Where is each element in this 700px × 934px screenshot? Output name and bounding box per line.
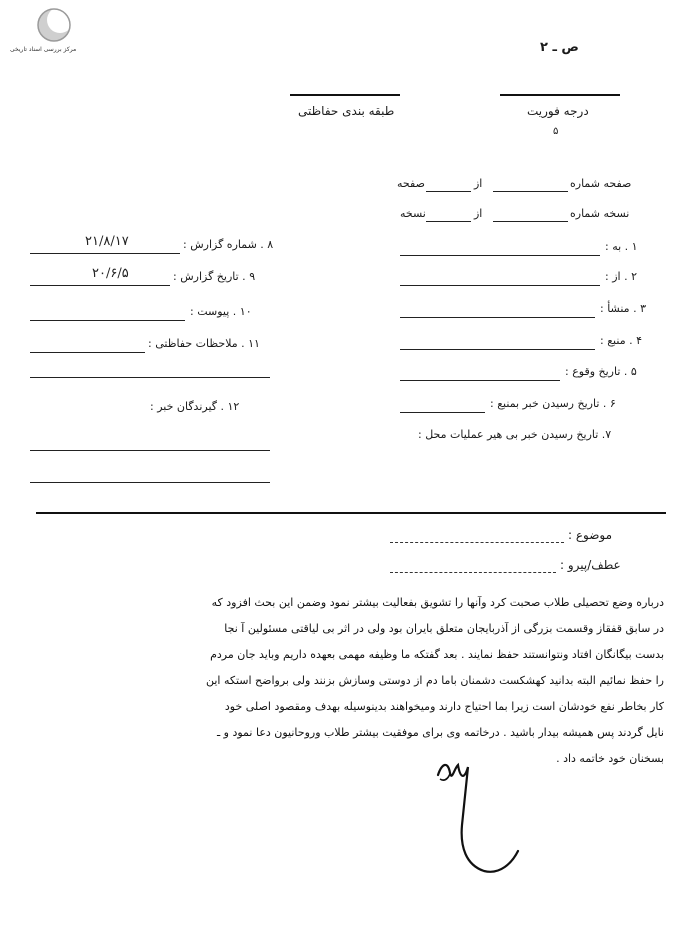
section-divider [36, 512, 666, 514]
field-event-date-line [400, 380, 560, 381]
field-source-received-label: ۶ . تاریخ رسیدن خبر بمنبع : [490, 397, 616, 410]
copy-number-line-1 [493, 221, 568, 222]
field-source-line [400, 349, 595, 350]
body-line-1: درباره وضع تحصیلی طلاب صحبت کرد وآنها را تشویق بفعالیت بیشتر نمود وضمن این بحث افزود که [211, 596, 664, 609]
recipients-label: ۱۲ . گیرندگان خبر : [150, 400, 240, 413]
page-number-label: صفحه شماره [570, 177, 632, 190]
copy-number-label: نسخه شماره [570, 207, 630, 220]
classification-line [290, 94, 400, 96]
report-date-label: ۹ . تاریخ گزارش : [173, 270, 256, 283]
attachment-line [30, 320, 185, 321]
copy-number-end: نسخه [400, 207, 426, 220]
field-event-date-label: ۵ . تاریخ وقوع : [565, 365, 637, 378]
subject-label: موضوع : [568, 528, 613, 542]
logo-caption: مرکز بررسی اسناد تاریخی [10, 46, 77, 53]
field-source-label: ۴ . منبع : [600, 334, 642, 347]
urgency-value: ۵ [553, 126, 559, 137]
security-notes-label: ۱۱ . ملاحظات حفاظتی : [148, 337, 260, 350]
blank-line-3 [30, 482, 270, 483]
handwritten-signature [420, 755, 540, 895]
page-number-mid: از [474, 177, 483, 190]
field-origin-line [400, 317, 595, 318]
attachment-label: ۱۰ . پیوست : [190, 305, 252, 318]
body-line-7: بسخنان خود خاتمه داد . [556, 752, 664, 765]
classification-label: طبقه بندی حفاظتی [298, 104, 395, 118]
body-line-3: بدست بیگانگان افتاد ونتوانستند حفظ نمایند . بعد گفتکه ما وظیفه مهمی بعهده داریم وباید جان مردم [210, 648, 664, 661]
body-line-5: کار بخاطر نفع خودشان است زیرا بما احتیاج دارند ومیخواهند بدینوسیله بهدف ومقصود اصلی خود [224, 700, 664, 713]
field-from-line [400, 285, 600, 286]
body-line-6: نایل گردند پس همیشه بیدار باشید . درخاتمه وی برای موفقیت بیشتر طلاب وروحانیون دعا نمود و ـ [216, 726, 664, 739]
form-code: ص ـ ۲ [540, 40, 579, 55]
field-to-label: ۱ . به : [605, 240, 638, 253]
report-number-label: ۸ . شماره گزارش : [183, 238, 274, 251]
page-number-line-2 [426, 191, 471, 192]
page-number-line-1 [493, 191, 568, 192]
blank-line-2 [30, 450, 270, 451]
reference-label: عطف/پیرو : [560, 558, 621, 572]
field-source-received-line [400, 412, 485, 413]
field-from-label: ۲ . از : [605, 270, 637, 283]
copy-number-line-2 [426, 221, 471, 222]
body-line-2: در سابق قفقاز وقسمت بزرگی از آذربایجان متعلق بایران بود ولی در اثر بی لیاقتی مسئولین آ نجا [224, 622, 664, 635]
urgency-line [500, 94, 620, 96]
crescent-logo-icon [34, 6, 74, 44]
report-date-value: ۲۰/۶/۵ [92, 266, 129, 281]
archive-logo [10, 6, 120, 58]
report-number-value: ۲۱/۸/۱۷ [85, 234, 129, 249]
field-origin-label: ۳ . منشأ : [600, 302, 646, 315]
blank-line-1 [30, 377, 270, 378]
field-to-line [400, 255, 600, 256]
report-date-line [30, 285, 170, 286]
report-number-line [30, 253, 180, 254]
page-number-end: صفحه [397, 177, 425, 190]
urgency-label: درجه فوریت [527, 104, 589, 118]
copy-number-mid: از [474, 207, 483, 220]
body-line-4: را حفظ نمائیم البته بدانید کهشکست دشمنان باما دم از دوستی وسازش بزنند ولی برواضح استکه این [206, 674, 664, 687]
security-notes-line [30, 352, 145, 353]
subject-line [390, 542, 564, 543]
field-ops-received-label: ۷. تاریخ رسیدن خبر بی هیر عملیات محل : [418, 428, 612, 441]
reference-line [390, 572, 556, 573]
